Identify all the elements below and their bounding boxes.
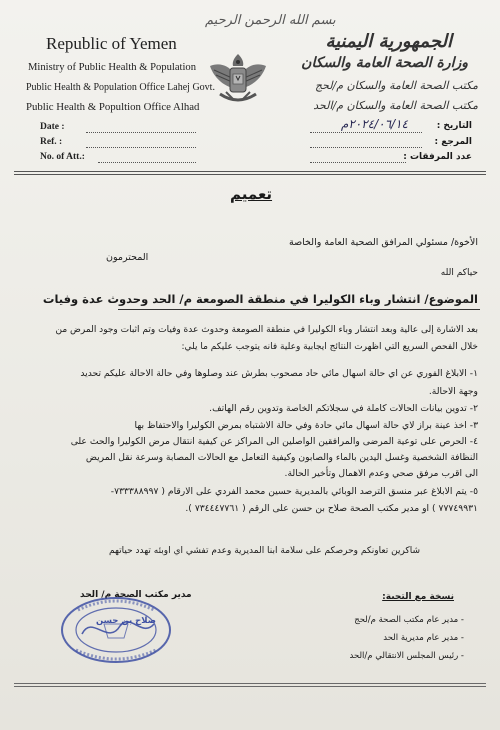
header-en-line2: Ministry of Public Health & Population bbox=[28, 62, 197, 73]
item-4-line-2: النظافة الشخصية وغسل اليدين بالماء والصابون وكيفية التعامل مع الحالات المصابة وسرعة نقل المريض bbox=[85, 452, 478, 463]
item-2: ٢- تدوين بيانات الحالات كاملة في سجلاتكم الخاصة وتدوين رقم الهاتف. bbox=[209, 403, 478, 414]
attachments-line-ar bbox=[310, 162, 406, 163]
header-divider-2 bbox=[14, 174, 486, 175]
attachments-label-ar: عدد المرفقات : bbox=[403, 152, 472, 162]
intro-line-2: خلال الفحص السريع التي اظهرت النتائج ايجابية وعلية فانه يتوجب عليكم ما يلي: bbox=[181, 342, 478, 352]
document-title: تعميم bbox=[230, 185, 273, 203]
copies-item-3: - رئيس المجلس الانتقالي م/الحد bbox=[349, 651, 464, 661]
attachments-line bbox=[98, 162, 196, 163]
header-en-line4: Public Health & Popultion Office Alhad bbox=[26, 101, 200, 113]
ref-line-ar bbox=[310, 147, 422, 148]
greeting: حياكم الله bbox=[440, 268, 478, 278]
closing: شاكرين تعاونكم وحرصكم على سلامة ابنا المديرية وعدم تفشي اي اوبئه تهدد حياتهم bbox=[108, 546, 420, 556]
official-stamp-icon bbox=[58, 594, 174, 666]
header-en-line1: Republic of Yemen bbox=[46, 34, 177, 53]
date-line-ar bbox=[310, 132, 422, 133]
header-ar-line3: مكتب الصحة العامة والسكان م/لحج bbox=[315, 79, 478, 92]
item-5-line-2: ٧٧٧٤٩٩٣١ ) او مدير مكتب الصحة صلاح بن حسن على الرقم ( ٧٣٤٤٤٧٧٦١ ). bbox=[185, 503, 478, 514]
ref-label-ar: المرجع : bbox=[434, 137, 472, 147]
header-ar-line2: وزارة الصحة العامة والسكان bbox=[301, 55, 468, 71]
addressee: الأخوة/ مسئولي المرافق الصحية العامة والخاصة bbox=[288, 237, 478, 248]
date-line bbox=[86, 132, 196, 133]
date-label: Date : bbox=[40, 122, 65, 132]
subject-underline bbox=[118, 309, 480, 310]
header-ar-line1: الجمهورية اليمنية bbox=[325, 31, 452, 52]
respected: المحترمون bbox=[106, 252, 149, 263]
copies-item-2: - مدير عام مديرية الحد bbox=[383, 633, 464, 643]
attachments-label: No. of Att.: bbox=[40, 152, 85, 162]
copies-item-1: - مدير عام مكتب الصحة م/لحج bbox=[354, 615, 464, 625]
header-divider-1 bbox=[14, 171, 486, 172]
date-value-ar: ٢٠٢٤/٠٦/١٤م bbox=[340, 117, 408, 131]
item-4-line-1: ٤- الحرص على توعية المرضى والمرافقين الواصلين الى المراكز عن كيفية انتقال مرض الكوليرا والحث على bbox=[70, 436, 478, 447]
header-en-line3: Public Health & Population Office Lahej Govt. bbox=[26, 82, 215, 93]
ref-label: Ref. : bbox=[40, 137, 63, 147]
copies-heading: نسخة مع التحية: bbox=[382, 592, 454, 602]
header-ar-line4: مكتب الصحة العامة والسكان م/الحد bbox=[313, 99, 478, 112]
signature-name: صلاح بن حسن bbox=[96, 616, 156, 626]
signature-title: مدير مكتب الصحة م/ الحد bbox=[80, 590, 192, 600]
ref-line bbox=[86, 147, 196, 148]
date-label-ar: التاريخ : bbox=[436, 121, 472, 131]
item-1-line-2: وجهة الاحالة. bbox=[428, 386, 478, 397]
eagle-emblem-icon bbox=[206, 48, 270, 114]
subject: الموضوع/ انتشار وباء الكوليرا في منطقة الصومعة م/ الحد وحدوث عدة وفيات bbox=[42, 292, 478, 306]
item-5-line-1: ٥- يتم الابلاغ عبر منسق الترصد الوبائي بالمديرية حسين محمد الفردي على الارقام ( ٧٣٣٣٨٨٩٩٧- bbox=[110, 486, 478, 497]
basmala: بسم الله الرحمن الرحيم bbox=[205, 13, 336, 28]
item-4-line-3: الى اقرب مرفق صحي وعدم الاهمال وتأخير الحالة. bbox=[284, 468, 478, 479]
footer-divider-2 bbox=[14, 686, 486, 687]
footer-divider-1 bbox=[14, 683, 486, 684]
intro-line-1: بعد الاشارة إلى عالية وبعد انتشار وباء الكوليرا في منطقة الصومعة وحدوث عدة وفيات وتم اثبات وجود المرض من bbox=[55, 325, 478, 335]
item-3: ٣- اخذ عينة براز لاي حالة اسهال مائي حادة وفي حالة الاشتباه بمرض الكوليرا والاحتفاظ بها bbox=[134, 420, 478, 431]
item-1-line-1: ١- الابلاغ الفوري عن اي حالة اسهال مائي حاد مصحوب بطرش عند وصلوها وفي حالة الاحالة عليكم تحديد bbox=[80, 368, 478, 379]
